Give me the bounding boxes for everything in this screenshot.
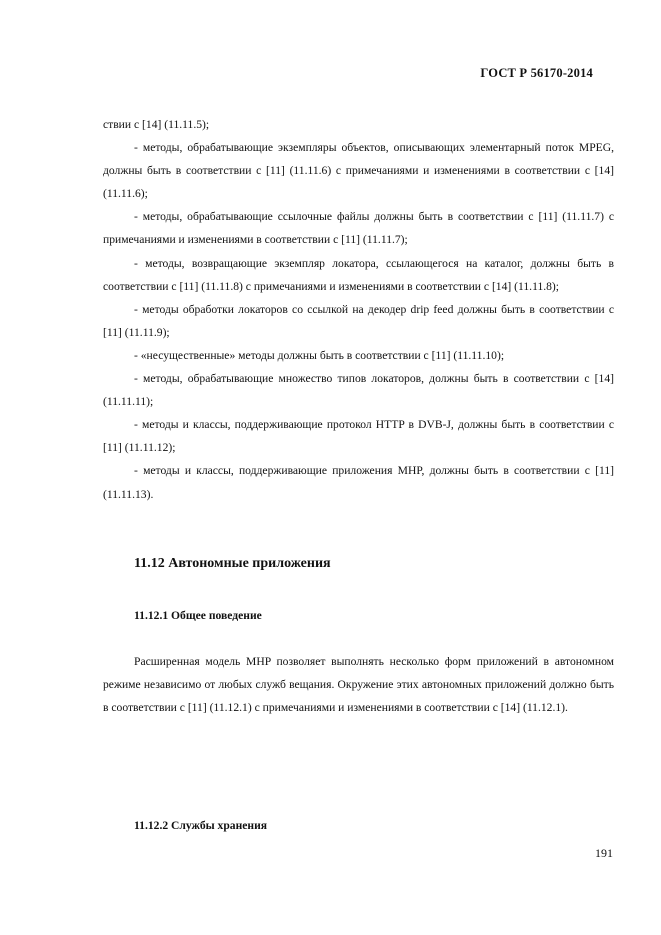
page-number: 191 <box>595 846 613 860</box>
paragraph: ствии с [14] (11.11.5); <box>103 118 210 131</box>
list-item: - методы, обрабатывающие ссылочные файлы должны быть в соответствии с [11] (11.11.7) с примечаниями и изменениями в соответствии с [11] (11.11.7); <box>103 210 614 247</box>
standard-header: ГОСТ Р 56170-2014 <box>480 66 593 80</box>
paragraph: Расширенная модель MHP позволяет выполнять несколько форм приложений в автономном режиме независимо от любых служб вещания. Окружение этих автономных приложений должно быть в соответствии с [11] (11.12.1) с примечаниями и изменениями в соответствии с [14] (11.12.1). <box>103 655 614 715</box>
list-item: - методы обработки локаторов со ссылкой на декодер drip feed должны быть в соответствии с [11] (11.11.9); <box>103 302 614 339</box>
list-item: - методы и классы, поддерживающие протокол HTTP в DVB-J, должны быть в соответствии с [11] (11.11.12); <box>103 418 614 455</box>
subsection-heading: 11.12.1 Общее поведение <box>134 609 262 622</box>
body-text <box>103 113 614 506</box>
list-item: - методы и классы, поддерживающие приложения MHP, должны быть в соответствии с [11] (11.11.13). <box>103 464 614 501</box>
list-item: - методы, обрабатывающие множество типов локаторов, должны быть в соответствии с [14] (11.11.11); <box>103 372 614 409</box>
subsection-heading: 11.12.2 Службы хранения <box>134 819 268 832</box>
section-heading: 11.12 Автономные приложения <box>134 556 331 571</box>
list-item: - «несущественные» методы должны быть в соответствии с [11] (11.11.10); <box>134 348 505 362</box>
list-item: - методы, возвращающие экземпляр локатора, ссылающегося на каталог, должны быть в соответствии с [11] (11.11.8) с примечаниями и изменениями в соответствии с [14] (11.11.8); <box>103 256 614 293</box>
list-item: - методы, обрабатывающие экземпляры объектов, описывающих элементарный поток MPEG, должны быть в соответствии с [11] (11.11.6) с примечаниями и изменениями в соответствии с [14] (11.11.6); <box>103 141 614 201</box>
